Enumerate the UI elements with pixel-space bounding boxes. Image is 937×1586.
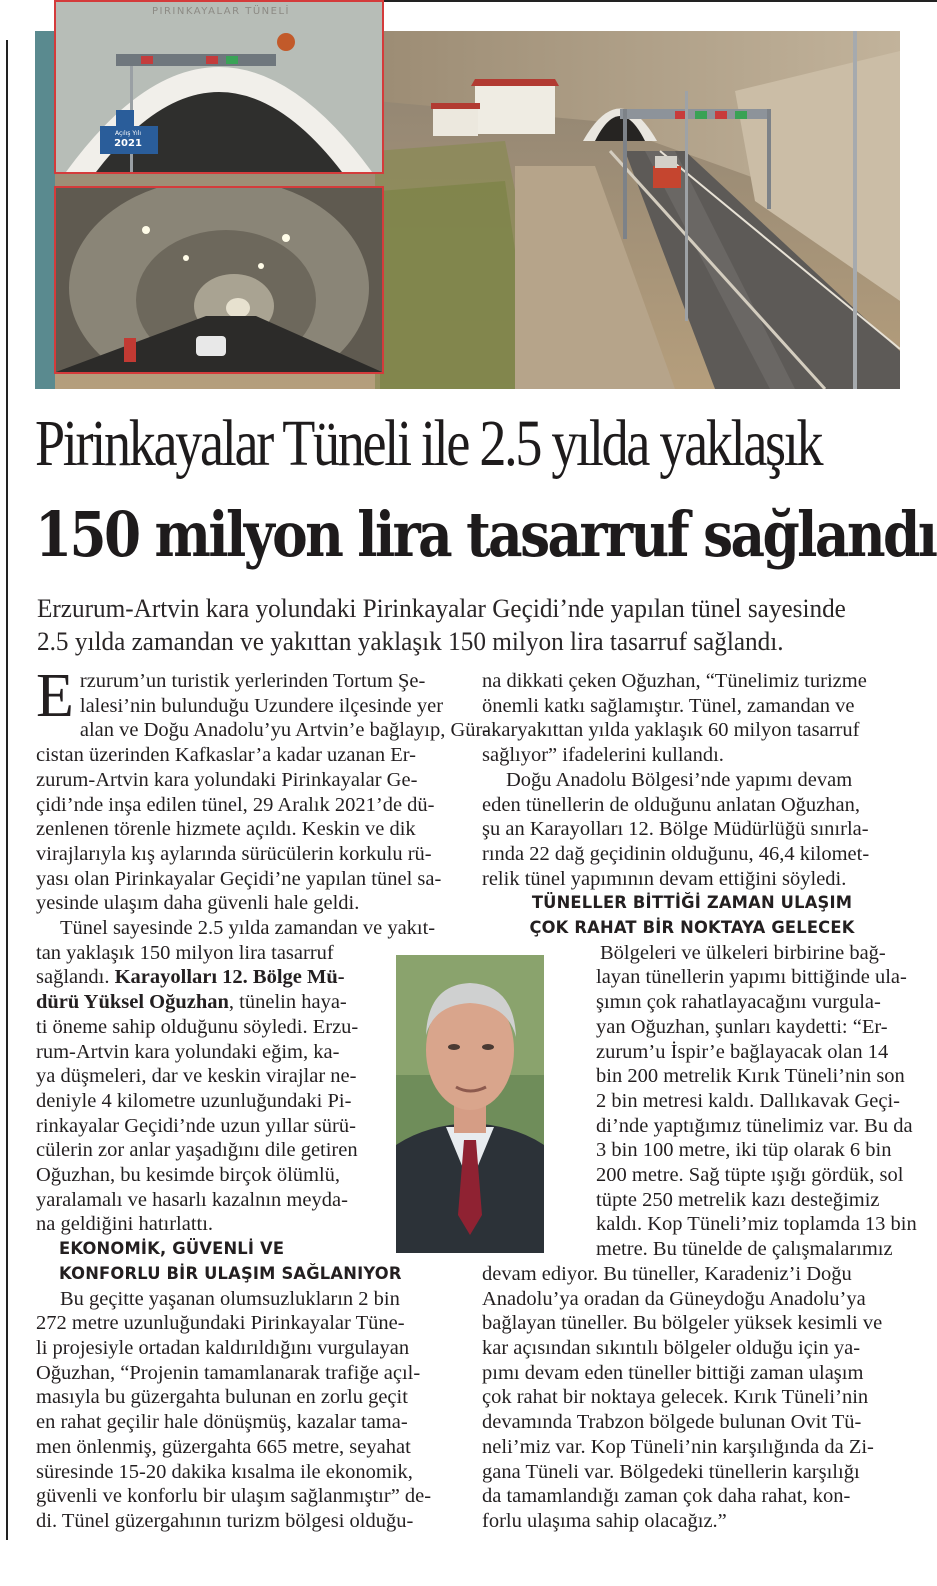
body-line: Tünel sayesinde 2.5 yılda zamandan ve yakıt-	[60, 917, 436, 940]
body-line: eden tünellerin de olduğunu anlatan Oğuzhan,	[482, 793, 860, 816]
body-line: Oğuzhan, “Projenin tamamlanarak trafiğe açıl-	[36, 1361, 421, 1384]
body-line: kar açısından sıkıntılı bölgeler olduğu için ya-	[482, 1336, 861, 1359]
body-line: rında 22 dağ geçidinin olduğunu, 46,4 kilomet-	[482, 842, 870, 865]
tunnel-entrance-photo	[54, 0, 384, 174]
body-line: Bu geçitte yaşanan olumsuzlukların 2 bin	[60, 1287, 400, 1310]
body-line: devamında Trabzon bölgede bulunan Ovit Tü-	[482, 1411, 862, 1434]
subheading-economic: KONFORLU BİR ULAŞIM SAĞLANIYOR	[59, 1263, 402, 1284]
body-text: , tünelin haya-	[228, 991, 347, 1014]
tunnel-sign-text: PIRINKAYALAR TÜNELİ	[152, 6, 290, 17]
left-column-rule	[6, 40, 8, 1540]
body-text: sağlandı.	[36, 966, 115, 989]
body-line: rzurum’un turistik yerlerinden Tortum Şe-	[79, 670, 426, 692]
opening-plate-year: 2021	[114, 138, 142, 149]
body-line: tüpte 250 metrelik kazı desteğimiz	[596, 1188, 880, 1211]
body-line: yası olan Pirinkayalar Geçidi’ne yapılan tünel sa-	[36, 867, 442, 890]
body-line: rum-Artvin kara yolundaki eğim, ka-	[36, 1040, 340, 1063]
body-line: cülerin zor anlar yaşadığını dile getiren	[36, 1139, 358, 1162]
body-line: virajlarıyla kış aylarında sürücülerin korkulu rü-	[36, 842, 432, 865]
subheading-tunnels: TÜNELLER BİTTİĞİ ZAMAN ULAŞIM	[531, 893, 853, 914]
tunnel-interior-illustration	[56, 188, 382, 372]
body-line: zurum-Artvin kara yolundaki Pirinkayalar Ge-	[36, 768, 418, 791]
article-column-left	[36, 662, 489, 1534]
body-line: önemli katkı sağlamıştır. Tünel, zamandan ve	[482, 694, 855, 717]
lead-paragraph	[37, 592, 886, 658]
body-line: bağlayan tüneller. Bu bölgeler yüksek kesimli ve	[482, 1312, 883, 1335]
official-name-bold: Karayolları 12. Bölge Mü-	[114, 966, 345, 989]
body-line: neli’miz var. Kop Tüneli’nin karşılığında da Zi-	[482, 1435, 874, 1458]
body-line: di’nde yaptığımız tünelimiz var. Bu da	[596, 1114, 913, 1137]
body-line	[36, 990, 456, 1015]
body-line: Oğuzhan, bu kesimde birçok ölümlü,	[36, 1164, 341, 1187]
body-line: en rahat geçilir hale dönüşmüş, kazalar tama-	[36, 1411, 408, 1434]
tunnel-interior-photo	[54, 186, 384, 374]
body-line: zurum’u İspir’e bağlayacak olan 14	[596, 1040, 889, 1063]
body-line: da tamamlandığı zaman çok daha rahat, kon-	[482, 1485, 851, 1508]
body-line: yaralamalı ve hasarlı kazalnın meyda-	[36, 1188, 348, 1211]
body-line: ya düşmeleri, dar ve keskin virajlar ne-	[36, 1065, 357, 1088]
body-line	[36, 965, 456, 990]
body-line: süresinde 15-20 dakika kısalma ile ekonomik,	[36, 1460, 413, 1483]
lead-line: 2.5 yılda zamandan ve yakıttan yaklaşık 150 milyon lira tasarruf sağlandı.	[37, 627, 784, 656]
body-line: relik tünel yapımının devam ettiğini söyledi.	[482, 867, 847, 890]
body-line: yesinde ulaşım daha güvenli hale geldi.	[36, 892, 360, 915]
drop-cap: E	[36, 662, 74, 730]
body-line: masıyla bu güzergahta bulunan en zorlu geçit	[36, 1386, 408, 1409]
body-line: kaldı. Kop Tüneli’miz toplamda 13 bin	[596, 1213, 917, 1236]
body-line: Anadolu’ya oradan da Güneydoğu Anadolu’ya	[482, 1287, 866, 1310]
body-line: Doğu Anadolu Bölgesi’nde yapımı devam	[506, 768, 853, 791]
body-line: devam ediyor. Bu tüneller, Karadeniz’i Doğu	[482, 1262, 852, 1285]
body-line: ti öneme sahip olduğunu söyledi. Erzu-	[36, 1015, 359, 1038]
body-line: güvenli ve konforlu bir ulaşım sağlanmıştır” de-	[36, 1485, 432, 1508]
article-column-right	[482, 669, 917, 1534]
body-line: metre. Bu tünelde de çalışmalarımız	[596, 1238, 893, 1261]
body-line: lalesi’nin bulunduğu Uzundere ilçesinde yer	[79, 694, 444, 717]
subheading-economic: EKONOMİK, GÜVENLİ VE	[59, 1239, 285, 1260]
headline-line-2: 150 milyon lira tasarruf sağlandı	[35, 498, 936, 571]
body-line: şu an Karayolları 12. Bölge Müdürlüğü sınırla-	[482, 818, 869, 841]
body-line: layan tünellerin yapımı bittiğinde ula-	[596, 966, 907, 989]
lead-line: Erzurum-Artvin kara yolundaki Pirinkayalar Geçidi’nde yapılan tünel sayesinde	[37, 594, 846, 623]
body-line: rinkayalar Geçidi’nde uzun yıllar sürü-	[36, 1114, 356, 1137]
body-line: şımın çok rahatlayacağını vurgula-	[596, 991, 881, 1014]
official-name-bold: dürü Yüksel Oğuzhan	[36, 991, 229, 1014]
body-line: men önlenmiş, güzergahta 665 metre, seyahat	[36, 1435, 411, 1458]
subheading-tunnels: ÇOK RAHAT BİR NOKTAYA GELECEK	[529, 918, 855, 939]
body-line: 272 metre uzunluğundaki Pirinkayalar Tüne-	[36, 1312, 405, 1335]
body-line: çidi’nde inşa edilen tünel, 29 Aralık 2021’de dü-	[36, 793, 435, 816]
body-line: li projesiyle ortadan kaldırıldığını vurgulayan	[36, 1336, 410, 1359]
headline-line-1: Pirinkayalar Tüneli ile 2.5 yılda yaklaşık	[35, 407, 822, 480]
body-line: tan yaklaşık 150 milyon lira tasarruf	[36, 941, 334, 964]
body-line: 3 bin 100 metre, iki tüp olarak 6 bin	[596, 1139, 892, 1162]
body-line: Bölgeleri ve ülkeleri birbirine bağ-	[600, 941, 886, 964]
body-line: bin 200 metrelik Kırık Tüneli’nin son	[596, 1065, 905, 1088]
body-line: na dikkati çeken Oğuzhan, “Tünelimiz turizme	[482, 670, 867, 692]
body-line: na geldiğini hatırlattı.	[36, 1213, 214, 1236]
body-line: çok rahat bir noktaya gelecek. Kırık Tüneli’nin	[482, 1386, 869, 1409]
body-line: akaryakıttan yılda yaklaşık 60 milyon tasarruf	[482, 719, 860, 742]
body-line: pımı devam eden tüneller bittiği zaman ulaşım	[482, 1361, 864, 1384]
body-line: deniyle 4 kilometre uzunluğundaki Pi-	[36, 1089, 352, 1112]
body-line: di. Tünel güzergahının turizm bölgesi olduğu-	[36, 1509, 414, 1532]
body-line: forlu ulaşıma sahip olacağız.”	[482, 1509, 727, 1532]
body-line: gana Tüneli var. Bölgedeki tünellerin karşılığı	[482, 1460, 860, 1483]
body-line: cistan üzerinden Kafkaslar’a kadar uzanan Er-	[36, 744, 416, 767]
body-line: alan ve Doğu Anadolu’yu Artvin’e bağlayıp, Gür-	[79, 719, 489, 742]
body-line: zenlenen törenle hizmete açıldı. Keskin ve dik	[36, 818, 416, 841]
body-line: sağlıyor” ifadelerini kullandı.	[482, 744, 724, 767]
body-line: 200 metre. Sağ tüpte ışığı gördük, sol	[596, 1164, 904, 1187]
body-line: 2 bin metresi kaldı. Dallıkavak Geçi-	[596, 1089, 900, 1112]
body-line: yan Oğuzhan, şunları kaydetti: “Er-	[596, 1015, 888, 1038]
opening-plate-label: Açılış Yılı	[115, 130, 141, 137]
